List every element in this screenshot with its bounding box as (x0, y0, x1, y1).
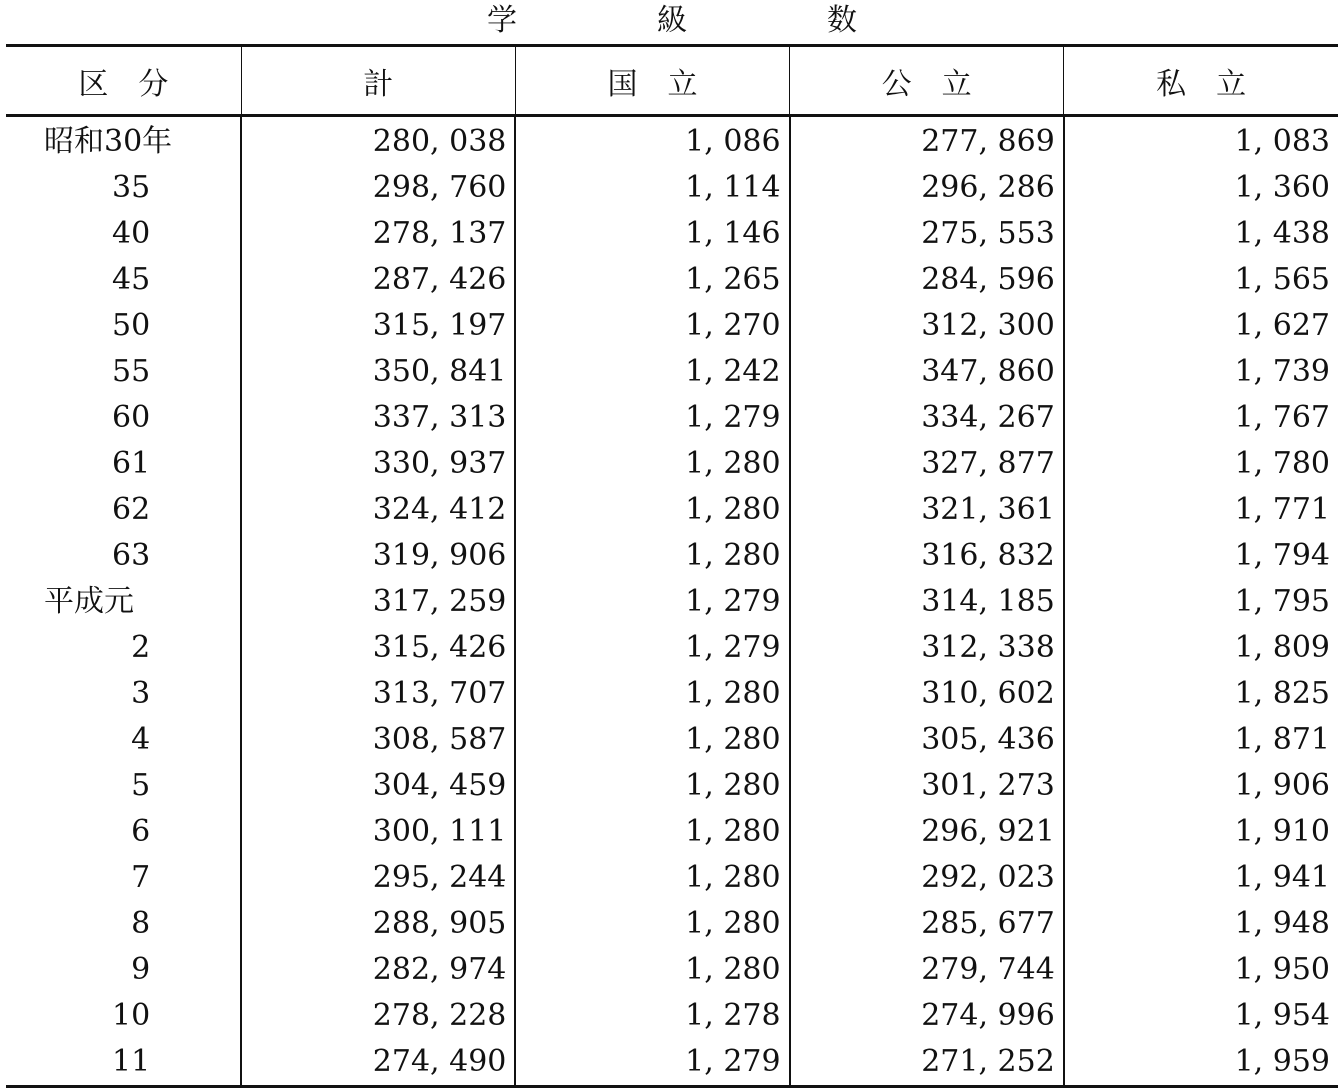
row-label (6, 809, 241, 855)
cell-public: 312, 338 (790, 625, 1064, 671)
cell-private: 1, 948 (1064, 901, 1338, 947)
cell-public: 271, 252 (790, 1039, 1064, 1087)
row-label (6, 763, 241, 809)
table-row (6, 809, 1338, 855)
cell-national: 1, 280 (515, 671, 789, 717)
table-row (6, 395, 1338, 441)
cell-public: 310, 602 (790, 671, 1064, 717)
cell-total: 337, 313 (241, 395, 515, 441)
header-row (6, 46, 1338, 116)
year-label: 45 (111, 262, 151, 297)
cell-total: 280, 038 (241, 116, 515, 166)
year-label: 63 (111, 538, 151, 573)
cell-public: 327, 877 (790, 441, 1064, 487)
row-label (6, 993, 241, 1039)
cell-public: 312, 300 (790, 303, 1064, 349)
year-label: 62 (111, 492, 151, 527)
cell-public: 284, 596 (790, 257, 1064, 303)
cell-public: 314, 185 (790, 579, 1064, 625)
year-label: 50 (111, 308, 151, 343)
cell-total: 315, 426 (241, 625, 515, 671)
row-label (6, 165, 241, 211)
cell-private: 1, 083 (1064, 116, 1338, 166)
year-label: 40 (111, 216, 151, 251)
cell-public: 296, 286 (790, 165, 1064, 211)
row-label (6, 947, 241, 993)
year-label: 6 (131, 814, 151, 849)
cell-private: 1, 941 (1064, 855, 1338, 901)
table-row (6, 1039, 1338, 1087)
row-label (6, 625, 241, 671)
year-label: 7 (131, 860, 151, 895)
cell-public: 292, 023 (790, 855, 1064, 901)
row-label (6, 671, 241, 717)
table-row (6, 257, 1338, 303)
row-label (6, 717, 241, 763)
cell-national: 1, 280 (515, 809, 789, 855)
header-category: 区 分 (6, 46, 241, 116)
header-total: 計 (241, 46, 515, 116)
cell-national: 1, 086 (515, 116, 789, 166)
title-char: 級 (657, 3, 687, 38)
cell-national: 1, 270 (515, 303, 789, 349)
cell-public: 275, 553 (790, 211, 1064, 257)
cell-public: 347, 860 (790, 349, 1064, 395)
cell-national: 1, 146 (515, 211, 789, 257)
table-row (6, 671, 1338, 717)
row-label (6, 211, 241, 257)
cell-private: 1, 809 (1064, 625, 1338, 671)
cell-public: 277, 869 (790, 116, 1064, 166)
cell-total: 282, 974 (241, 947, 515, 993)
table-row (6, 717, 1338, 763)
table-row (6, 533, 1338, 579)
cell-national: 1, 279 (515, 625, 789, 671)
cell-national: 1, 280 (515, 717, 789, 763)
cell-total: 317, 259 (241, 579, 515, 625)
era-label: 平成元 (44, 584, 134, 619)
cell-total: 308, 587 (241, 717, 515, 763)
cell-total: 278, 137 (241, 211, 515, 257)
table-row (6, 116, 1338, 166)
cell-total: 319, 906 (241, 533, 515, 579)
cell-private: 1, 954 (1064, 993, 1338, 1039)
cell-total: 350, 841 (241, 349, 515, 395)
table-row (6, 165, 1338, 211)
cell-national: 1, 278 (515, 993, 789, 1039)
cell-private: 1, 794 (1064, 533, 1338, 579)
cell-total: 300, 111 (241, 809, 515, 855)
cell-private: 1, 565 (1064, 257, 1338, 303)
cell-national: 1, 280 (515, 947, 789, 993)
cell-total: 288, 905 (241, 901, 515, 947)
title-char: 学 (487, 3, 517, 38)
row-label (6, 303, 241, 349)
header-private: 私 立 (1064, 46, 1338, 116)
year-label: 9 (131, 952, 151, 987)
cell-national: 1, 279 (515, 579, 789, 625)
cell-private: 1, 871 (1064, 717, 1338, 763)
cell-total: 298, 760 (241, 165, 515, 211)
cell-total: 330, 937 (241, 441, 515, 487)
cell-public: 305, 436 (790, 717, 1064, 763)
cell-private: 1, 795 (1064, 579, 1338, 625)
row-label (6, 901, 241, 947)
table-title (0, 0, 1344, 42)
cell-public: 334, 267 (790, 395, 1064, 441)
cell-national: 1, 280 (515, 901, 789, 947)
table-row (6, 349, 1338, 395)
cell-private: 1, 906 (1064, 763, 1338, 809)
cell-private: 1, 950 (1064, 947, 1338, 993)
table-row (6, 763, 1338, 809)
table-row (6, 901, 1338, 947)
cell-national: 1, 114 (515, 165, 789, 211)
class-count-table (6, 44, 1338, 1088)
row-label (6, 487, 241, 533)
cell-total: 315, 197 (241, 303, 515, 349)
table-row (6, 303, 1338, 349)
cell-total: 313, 707 (241, 671, 515, 717)
year-label: 35 (111, 170, 151, 205)
cell-national: 1, 280 (515, 441, 789, 487)
year-label: 55 (111, 354, 151, 389)
year-label: 11 (111, 1044, 151, 1079)
cell-private: 1, 910 (1064, 809, 1338, 855)
cell-total: 287, 426 (241, 257, 515, 303)
table-row (6, 211, 1338, 257)
cell-private: 1, 771 (1064, 487, 1338, 533)
cell-total: 295, 244 (241, 855, 515, 901)
row-label (6, 116, 241, 166)
row-label (6, 441, 241, 487)
cell-public: 296, 921 (790, 809, 1064, 855)
cell-total: 324, 412 (241, 487, 515, 533)
cell-private: 1, 739 (1064, 349, 1338, 395)
cell-public: 301, 273 (790, 763, 1064, 809)
row-label (6, 1039, 241, 1087)
row-label (6, 349, 241, 395)
title-char: 数 (827, 3, 857, 38)
cell-private: 1, 438 (1064, 211, 1338, 257)
cell-public: 274, 996 (790, 993, 1064, 1039)
year-label: 3 (131, 676, 151, 711)
table-row (6, 579, 1338, 625)
cell-private: 1, 767 (1064, 395, 1338, 441)
cell-private: 1, 780 (1064, 441, 1338, 487)
row-label (6, 533, 241, 579)
year-label: 4 (131, 722, 151, 757)
table-body (6, 116, 1338, 1087)
year-label: 5 (131, 768, 151, 803)
cell-public: 316, 832 (790, 533, 1064, 579)
header-national: 国 立 (515, 46, 789, 116)
cell-total: 304, 459 (241, 763, 515, 809)
cell-national: 1, 280 (515, 487, 789, 533)
cell-total: 274, 490 (241, 1039, 515, 1087)
cell-private: 1, 825 (1064, 671, 1338, 717)
year-label: 8 (131, 906, 151, 941)
era-label: 昭和30年 (44, 124, 173, 159)
row-label (6, 855, 241, 901)
cell-national: 1, 242 (515, 349, 789, 395)
row-label (6, 579, 241, 625)
table-row (6, 993, 1338, 1039)
cell-national: 1, 280 (515, 533, 789, 579)
cell-public: 279, 744 (790, 947, 1064, 993)
cell-national: 1, 279 (515, 1039, 789, 1087)
year-label: 60 (111, 400, 151, 435)
cell-private: 1, 360 (1064, 165, 1338, 211)
year-label: 2 (131, 630, 151, 665)
table-row (6, 625, 1338, 671)
year-label: 61 (111, 446, 151, 481)
cell-national: 1, 265 (515, 257, 789, 303)
cell-national: 1, 279 (515, 395, 789, 441)
table-row (6, 487, 1338, 533)
row-label (6, 257, 241, 303)
cell-national: 1, 280 (515, 763, 789, 809)
cell-public: 321, 361 (790, 487, 1064, 533)
year-label: 10 (111, 998, 151, 1033)
table-row (6, 441, 1338, 487)
cell-public: 285, 677 (790, 901, 1064, 947)
cell-national: 1, 280 (515, 855, 789, 901)
row-label (6, 395, 241, 441)
cell-private: 1, 959 (1064, 1039, 1338, 1087)
header-public: 公 立 (790, 46, 1064, 116)
cell-private: 1, 627 (1064, 303, 1338, 349)
table-row (6, 947, 1338, 993)
table-row (6, 855, 1338, 901)
cell-total: 278, 228 (241, 993, 515, 1039)
